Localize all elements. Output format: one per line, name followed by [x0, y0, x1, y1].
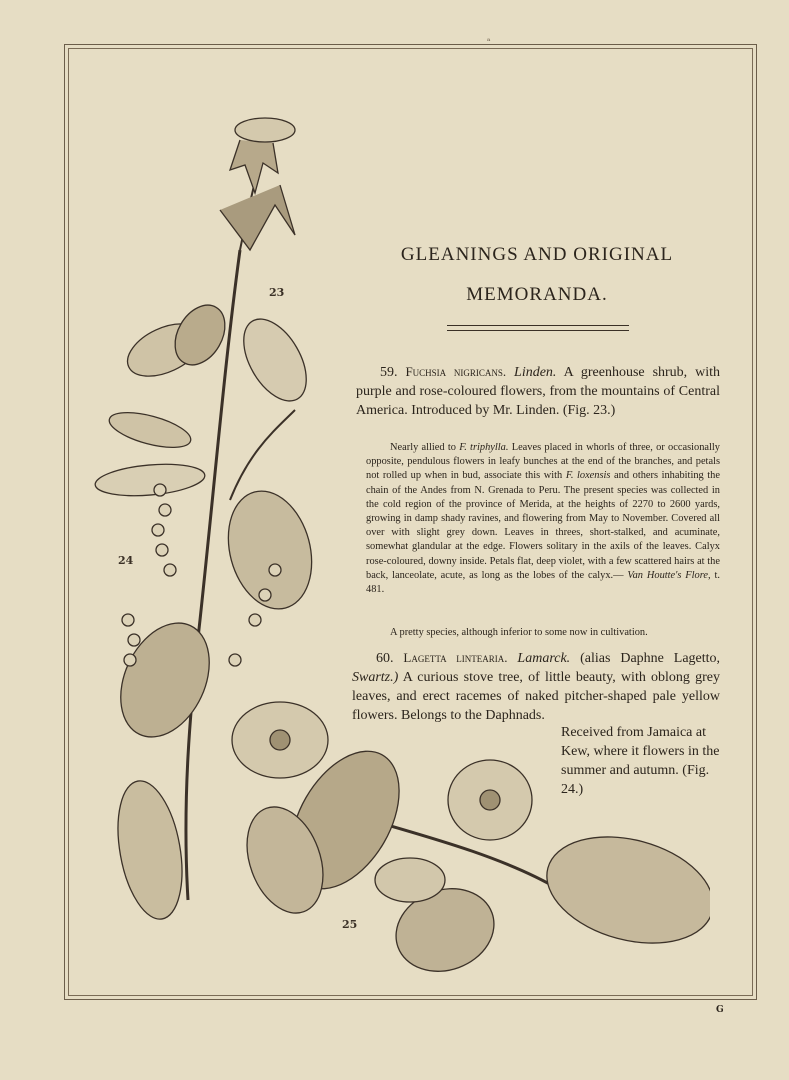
entry-60-number: 60.	[376, 651, 394, 666]
entry-60-description: A curious stove tree, of little beauty, with oblong grey leaves, and erect racemes of naked pitcher-shaped pale yellow flowers. Belongs to the Daphnads.	[352, 670, 720, 723]
entry-60-alias-open: (alias	[580, 651, 611, 666]
detail-species-2: F. loxensis	[565, 470, 611, 482]
figure-label-24: 24	[118, 554, 134, 567]
detail-text-2: and others inhabiting the chain of the Andes from N. Grenada to Peru. The present species was collected in the cold region of the province of Merida, at the heights of 2270 to 2600 yards, growing in damp shady ravines, and flowering from May to November. Covered all over with slight grey down. Leaves in threes, short-stalked, and acuminate, somewhat glandular at the edge. Flowers solitary in the axils of the leaves. Calyx rose-coloured, downy inside. Petals flat, deep violet, with a few scattered hairs at the back, lanceolate, acute, as long as the lobes of the calyx.—	[366, 470, 720, 581]
paper-mark: ᵃ	[487, 37, 491, 47]
entry-59-note: A pretty species, although inferior to some now in cultivation.	[390, 627, 648, 638]
detail-ref: t. 481.	[366, 569, 720, 596]
entry-60-authority: Lamarck.	[517, 651, 571, 666]
figure-label-23: 23	[269, 286, 285, 299]
entry-59-detail	[366, 441, 720, 597]
entry-60-continuation: Received from Jamaica at Kew, where it flowers in the summer and autumn. (Fig. 24.)	[561, 725, 720, 797]
entry-59	[356, 362, 720, 420]
entry-59-text: A greenhouse shrub, with purple and rose-coloured flowers, from the mountains of Central America. Introduced by Mr. Linden. (Fig. 23.)	[356, 365, 720, 418]
entry-59-authority: Linden.	[514, 365, 557, 380]
entry-60-alias-auth: Swartz.)	[352, 670, 399, 685]
entry-59-number: 59.	[380, 365, 398, 380]
entry-59-name: Fuchsia nigricans.	[405, 364, 507, 379]
page-signature: G	[716, 1005, 724, 1015]
heading-rule	[447, 325, 629, 331]
figure-label-25: 25	[342, 918, 358, 931]
entry-60-name: Lagetta lintearia.	[403, 650, 508, 665]
entry-60	[352, 648, 720, 725]
section-heading-line1: GLEANINGS AND ORIGINAL	[400, 244, 674, 265]
detail-species: F. triphylla.	[459, 442, 509, 453]
entry-60-alias-name: Daphne Lagetto,	[620, 651, 721, 666]
detail-text-1: Leaves placed in whorls of three, or occasionally opposite, pendulous flowers in leafy bunches at the end of the branches, and petals not rolled up when in bud, associate this with	[366, 442, 720, 482]
detail-prefix: Nearly allied to	[390, 442, 456, 453]
section-heading-line2: MEMORANDA.	[466, 284, 608, 305]
detail-source: Van Houtte's Flore,	[627, 569, 711, 581]
